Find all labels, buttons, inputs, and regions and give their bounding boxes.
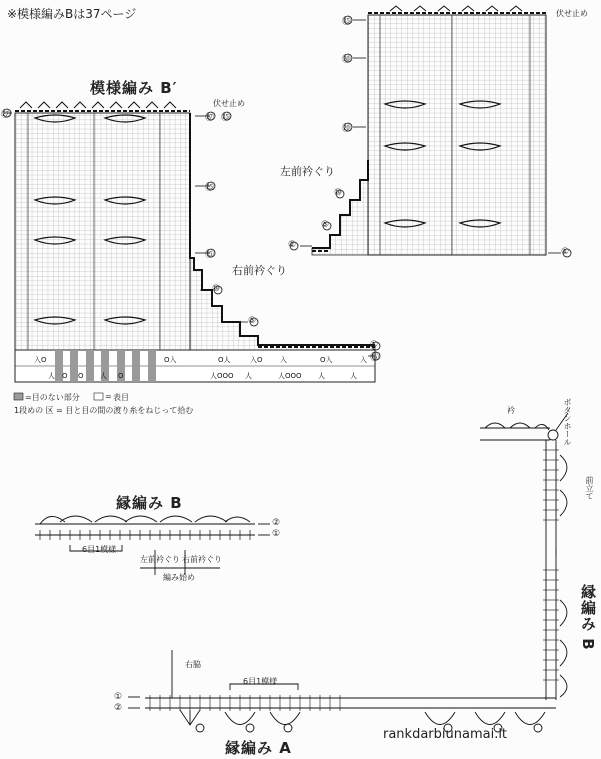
legend-equals: = (105, 392, 112, 401)
left-row-label-27: ㉗ (1, 110, 11, 120)
edging-a-repeat: 6目1模様 (243, 677, 278, 686)
legend-no-stitch: =目のない部分 (25, 393, 80, 402)
edging-b-row-1: ① (272, 529, 281, 539)
svg-text:人: 人 (245, 372, 252, 380)
svg-text:O: O (78, 372, 84, 380)
svg-text:入: 入 (280, 356, 287, 364)
right-bindoff-label: 伏せ止め (556, 9, 588, 18)
reference-note: ※模様編みBは37ページ (7, 7, 137, 21)
left-bindoff-label: 伏せ止め (213, 99, 245, 108)
svg-text:O: O (118, 372, 124, 380)
right-row-label-35: ㉟ (342, 17, 352, 27)
right-row-label-20: ⑳ (342, 124, 352, 134)
right-neck-label: 右前衿ぐり (232, 264, 287, 277)
svg-text:O: O (62, 372, 68, 380)
svg-text:入O: 入O (250, 356, 263, 364)
edging-b-repeat: 6目1模様 (82, 545, 117, 554)
side-edging-title: 縁編み B (579, 584, 597, 651)
svg-text:人: 人 (350, 372, 357, 380)
svg-text:人: 人 (100, 372, 107, 380)
edging-a-row-1: ① (114, 692, 123, 702)
svg-text:O入: O入 (164, 356, 177, 364)
svg-text:O人: O人 (218, 356, 231, 364)
collar-label: 衿 (507, 406, 515, 415)
edging-b-left-neck: 左前衿ぐり (140, 555, 180, 564)
left-row-label-10: ⑩ (212, 284, 221, 294)
edging-b-title: 縁編み B (116, 494, 183, 512)
right-row-label-2: ② (288, 240, 297, 250)
chart-right-grid (290, 6, 571, 257)
buttonhole-label: ボタンホール (563, 398, 572, 446)
edging-b-row-2: ② (272, 518, 281, 528)
svg-text:入: 入 (360, 356, 367, 364)
right-row-label-5: ⑤ (321, 220, 330, 230)
left-row-label-16: ⑯ (370, 353, 380, 363)
right-row-label-10: ⑩ (334, 188, 343, 198)
svg-text:人OOO: 人OOO (210, 372, 234, 380)
left-row-label-37: ㊲ (205, 113, 215, 123)
front-band-label: 前立て (585, 476, 594, 500)
left-row-label-35: ㉟ (221, 113, 231, 123)
side-seam-label: 右脇 (185, 660, 201, 669)
svg-text:人: 人 (48, 372, 55, 380)
watermark-text: rankdarbiunamai.lt (383, 727, 508, 742)
legend-twist-note: 1段めの 区 = 目と目の間の渡り糸をねじって拾む (14, 406, 194, 415)
svg-text:人: 人 (318, 372, 325, 380)
edging-a-title: 縁編み A (225, 739, 292, 757)
left-row-label-5: ⑤ (248, 316, 257, 326)
edging-b-start: 編み始め (163, 573, 195, 582)
edging-b-right-neck: 右前衿ぐり (182, 555, 222, 564)
right-row-label-1: ① (561, 247, 570, 257)
legend-knit: 表目 (113, 393, 129, 402)
edging-a-row-2: ② (114, 703, 123, 713)
chart-left-grid (3, 102, 380, 382)
edging-b-diagram (35, 516, 270, 575)
right-row-label-30: ㉚ (342, 55, 352, 65)
left-row-label-1: ① (370, 340, 379, 350)
left-row-label-15: ⑮ (205, 250, 215, 260)
left-row-label-25: ㉕ (205, 183, 215, 193)
chart-left-title: 模様編み B′ (90, 79, 178, 97)
left-neck-label: 左前衿ぐり (280, 165, 335, 178)
svg-text:人OOO: 人OOO (278, 372, 302, 380)
svg-text:入O: 入O (34, 356, 47, 364)
svg-text:O入: O入 (320, 356, 333, 364)
